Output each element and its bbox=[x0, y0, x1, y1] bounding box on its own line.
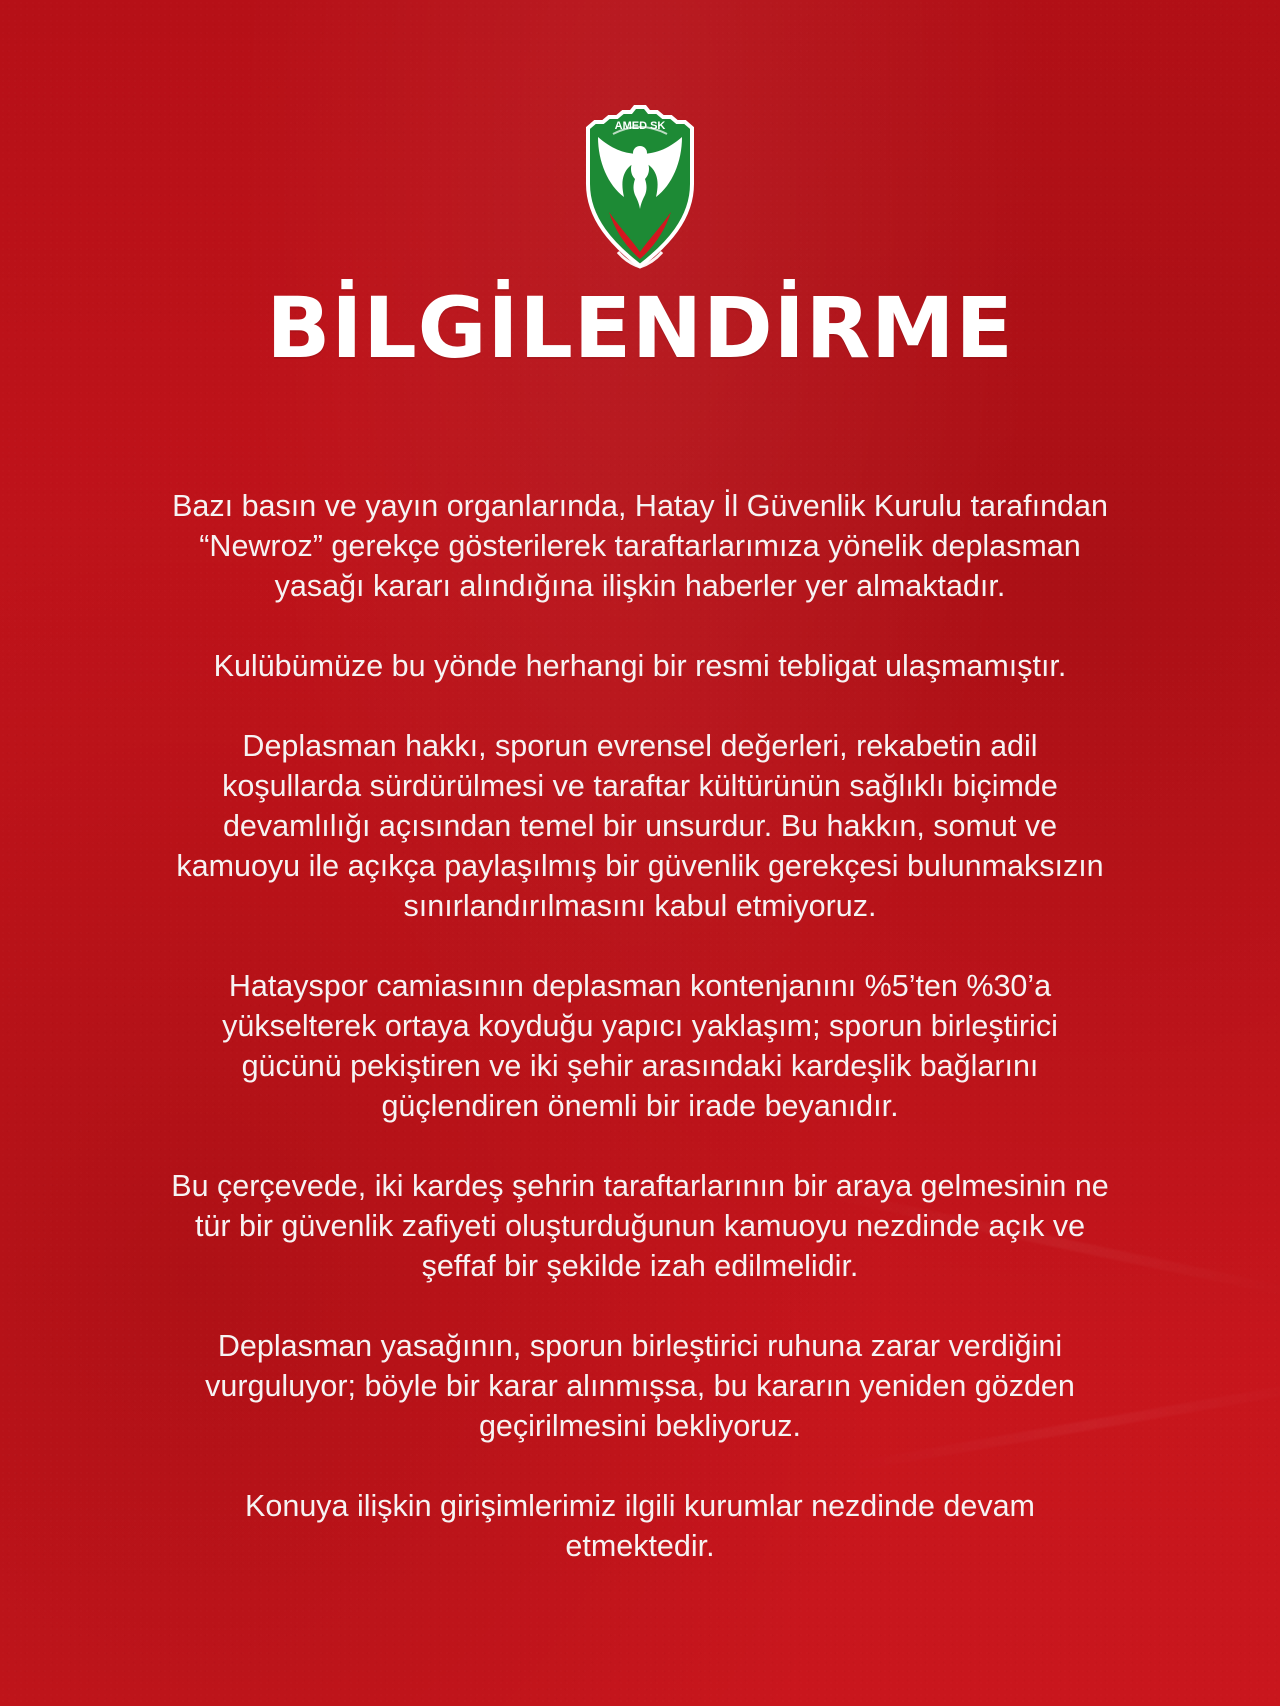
statement-paragraph: Deplasman hakkı, sporun evrensel değerleri, rekabetin adil koşullarda sürdürülmesi ve taraftar kültürünün sağlıklı biçimde devamlılığı açısından temel bir unsurdur. Bu hakkın, somut ve kamuoyu ile açıkça paylaşılmış bir güvenlik gerekçesi bulunmaksızın sınırlandırılmasını kabul etmiyoruz. bbox=[176, 729, 1104, 923]
statement-paragraph: Bu çerçevede, iki kardeş şehrin taraftarlarının bir araya gelmesinin ne tür bir güvenlik zafiyeti oluşturduğunun kamuoyu nezdinde açık ve şeffaf bir şekilde izah edilmelidir. bbox=[171, 1169, 1109, 1283]
club-logo bbox=[575, 102, 705, 270]
statement-paragraph: Bazı basın ve yayın organlarında, Hatay İl Güvenlik Kurulu tarafından “Newroz” gerekçe gösterilerek taraftarlarımıza yönelik deplasman yasağı kararı alındığına ilişkin haberler yer almaktadır. bbox=[172, 489, 1108, 603]
eagle-head bbox=[633, 146, 647, 160]
statement-paragraph: Deplasman yasağının, sporun birleştirici ruhuna zarar verdiğini vurguluyor; böyle bir karar alınmışsa, bu kararın yeniden gözden geçirilmesini bekliyoruz. bbox=[205, 1329, 1075, 1443]
crest-icon bbox=[575, 102, 705, 270]
crest-text: AMED SK bbox=[614, 120, 666, 132]
statement-paragraph: Kulübümüze bu yönde herhangi bir resmi tebligat ulaşmamıştır. bbox=[213, 649, 1067, 683]
statement-paragraph: Hatayspor camiasının deplasman kontenjanını %5’ten %30’a yükselterek ortaya koyduğu yapıcı yaklaşım; sporun birleştirici gücünü pekiştiren ve iki şehir arasındaki kardeşlik bağlarını güçlendiren önemli bir irade beyanıdır. bbox=[222, 969, 1058, 1123]
statement-body bbox=[40, 486, 1240, 1566]
statement-paragraph: Konuya ilişkin girişimlerimiz ilgili kurumlar nezdinde devam etmektedir. bbox=[245, 1489, 1035, 1563]
page-title: BİLGİLENDİRME bbox=[266, 279, 1014, 377]
